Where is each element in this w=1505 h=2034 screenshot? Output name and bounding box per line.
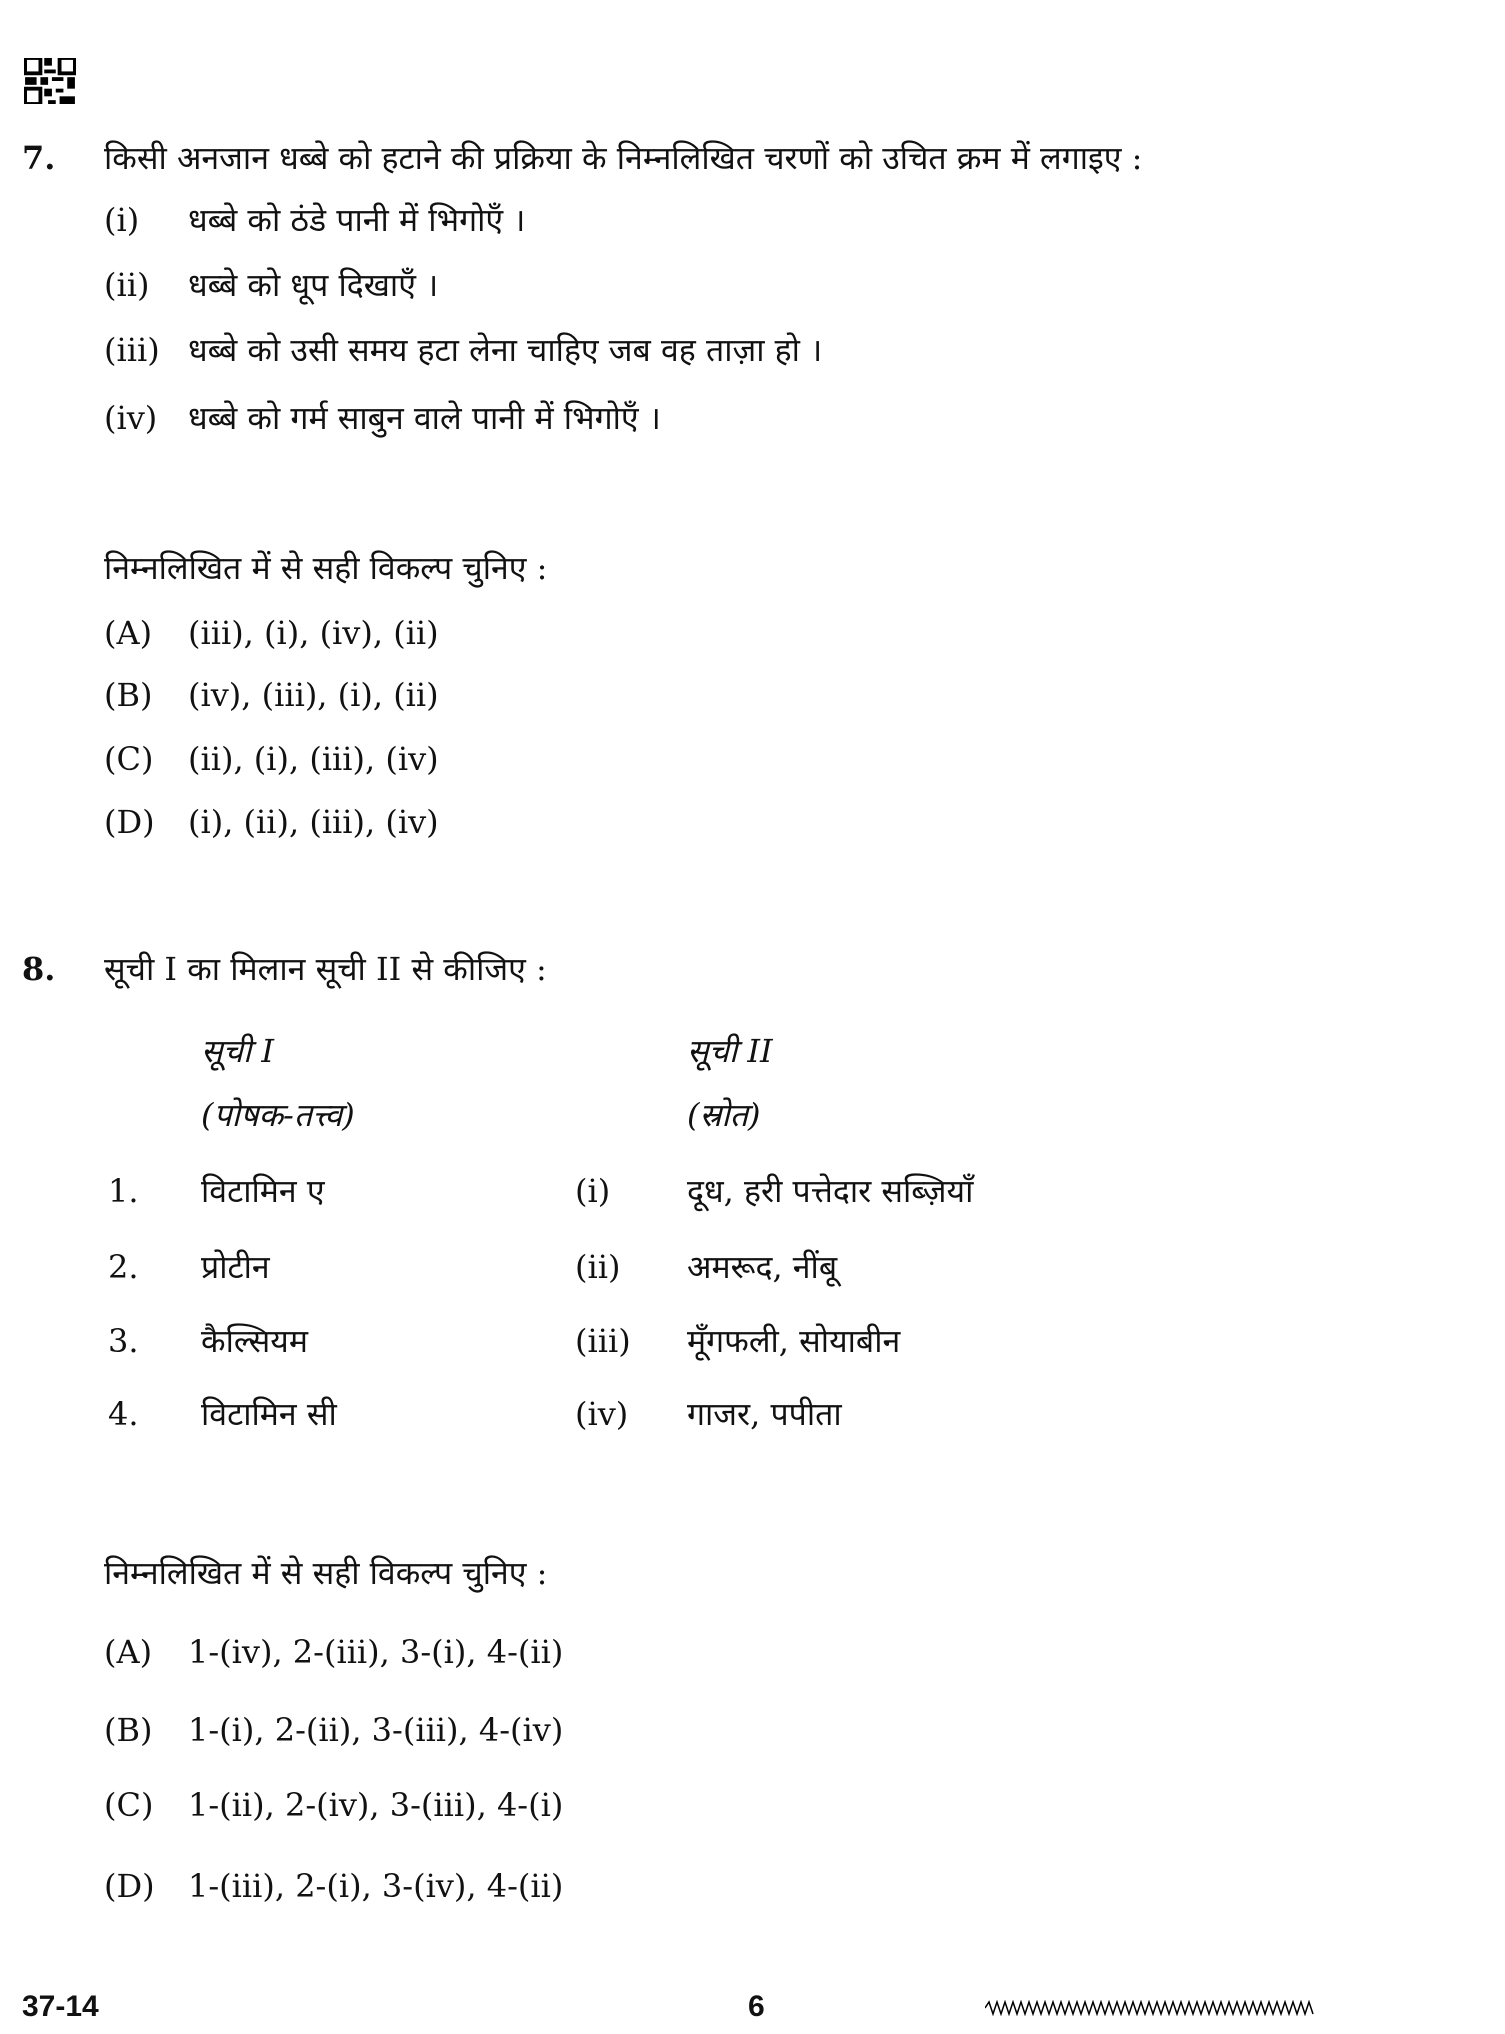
option-text: 1-(iii), 2-(i), 3-(iv), 4-(ii) xyxy=(188,1867,564,1905)
option-text: 1-(ii), 2-(iv), 3-(iii), 4-(i) xyxy=(188,1786,564,1824)
question-7-text: किसी अनजान धब्बे को हटाने की प्रक्रिया के निम्नलिखित चरणों को उचित क्रम में लगाइए : xyxy=(104,139,1143,177)
option-text: 1-(i), 2-(ii), 3-(iii), 4-(iv) xyxy=(188,1711,564,1749)
step-text: धब्बे को उसी समय हटा लेना चाहिए जब वह ताज़ा हो । xyxy=(188,331,823,369)
option-text: (ii), (i), (iii), (iv) xyxy=(188,740,439,778)
option-label: (D) xyxy=(104,1867,155,1905)
option-label: (A) xyxy=(104,614,153,652)
option-label: (B) xyxy=(104,1711,153,1749)
option-text: (i), (ii), (iii), (iv) xyxy=(188,803,439,841)
option-label: (B) xyxy=(104,676,153,714)
row-source: गाजर, पपीता xyxy=(687,1395,842,1433)
step-label: (iii) xyxy=(104,331,160,369)
option-text: (iii), (i), (iv), (ii) xyxy=(188,614,439,652)
row-item: कैल्सियम xyxy=(201,1322,309,1360)
row-item: प्रोटीन xyxy=(201,1248,270,1286)
row-roman: (ii) xyxy=(575,1248,621,1286)
list-2-subtitle: (स्रोत) xyxy=(687,1096,761,1134)
question-8-prompt: निम्नलिखित में से सही विकल्प चुनिए : xyxy=(104,1554,548,1592)
qr-code-icon xyxy=(24,58,76,104)
step-label: (iv) xyxy=(104,399,158,437)
row-roman: (i) xyxy=(575,1172,611,1210)
question-8-number: 8. xyxy=(22,950,56,988)
question-7-number: 7. xyxy=(22,139,56,177)
row-roman: (iv) xyxy=(575,1395,629,1433)
wavy-line-decoration xyxy=(985,2000,1315,2016)
row-source: अमरूद, नींबू xyxy=(687,1248,838,1286)
question-7-prompt: निम्नलिखित में से सही विकल्प चुनिए : xyxy=(104,549,548,587)
step-label: (ii) xyxy=(104,266,150,304)
row-number: 4. xyxy=(108,1395,139,1433)
row-roman: (iii) xyxy=(575,1322,631,1360)
row-number: 3. xyxy=(108,1322,139,1360)
list-1-title: सूची I xyxy=(201,1032,275,1070)
step-text: धब्बे को धूप दिखाएँ । xyxy=(188,266,439,304)
row-source: दूध, हरी पत्तेदार सब्ज़ियाँ xyxy=(687,1172,974,1210)
row-item: विटामिन ए xyxy=(201,1172,325,1210)
page-number: 6 xyxy=(748,1990,765,2023)
step-text: धब्बे को ठंडे पानी में भिगोएँ । xyxy=(188,201,526,239)
list-1-subtitle: (पोषक-तत्त्व) xyxy=(201,1096,355,1134)
option-text: (iv), (iii), (i), (ii) xyxy=(188,676,439,714)
step-label: (i) xyxy=(104,201,140,239)
paper-code: 37-14 xyxy=(22,1990,99,2023)
row-item: विटामिन सी xyxy=(201,1395,337,1433)
row-source: मूँगफली, सोयाबीन xyxy=(687,1322,901,1360)
list-2-title: सूची II xyxy=(687,1032,773,1070)
option-label: (C) xyxy=(104,1786,154,1824)
row-number: 2. xyxy=(108,1248,139,1286)
step-text: धब्बे को गर्म साबुन वाले पानी में भिगोएँ । xyxy=(188,399,661,437)
option-label: (D) xyxy=(104,803,155,841)
option-label: (C) xyxy=(104,740,154,778)
question-8-text: सूची I का मिलान सूची II से कीजिए : xyxy=(104,950,547,988)
option-text: 1-(iv), 2-(iii), 3-(i), 4-(ii) xyxy=(188,1633,564,1671)
row-number: 1. xyxy=(108,1172,139,1210)
option-label: (A) xyxy=(104,1633,153,1671)
